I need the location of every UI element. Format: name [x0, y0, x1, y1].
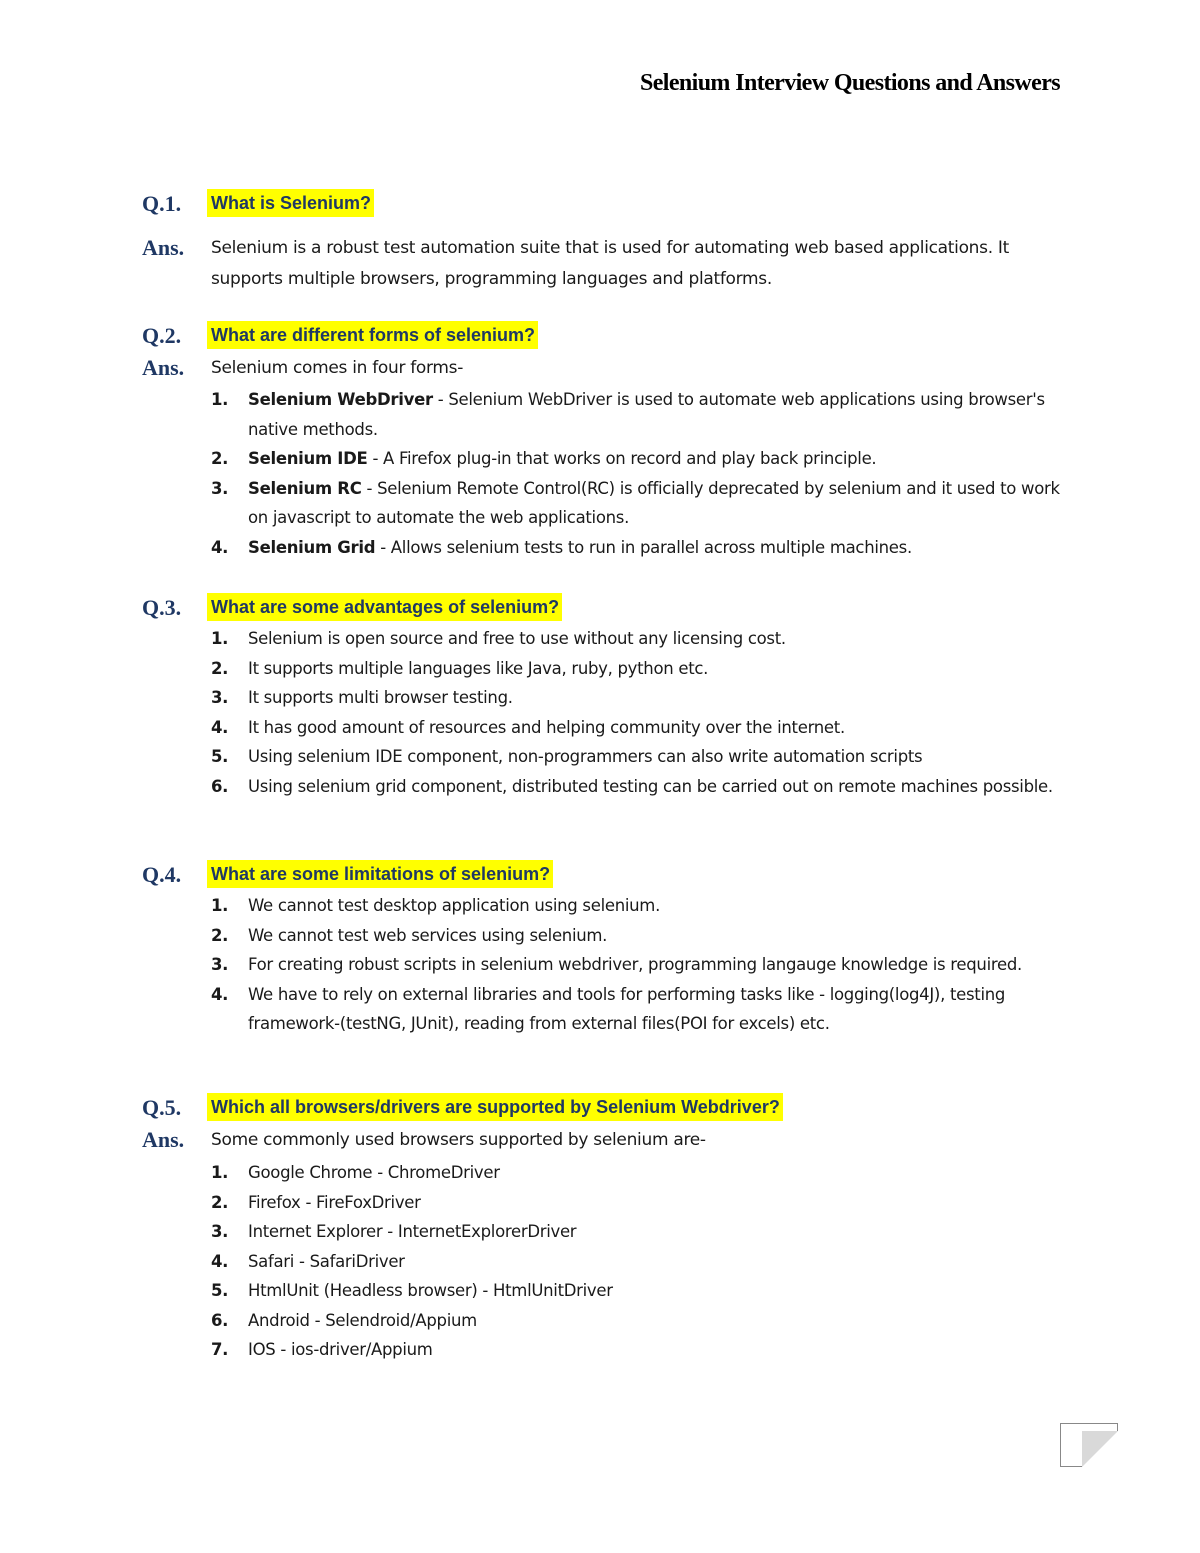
list-number: 3. — [211, 688, 229, 707]
list-item-term: Selenium RC — [248, 478, 362, 498]
list-item-term: Selenium IDE — [248, 449, 368, 468]
page-curl-icon — [1082, 1431, 1118, 1467]
question-number: Q.1. — [142, 191, 182, 216]
list-number: 4. — [211, 717, 229, 737]
answer-label: Ans. — [142, 235, 185, 260]
list-number: 5. — [211, 1281, 229, 1300]
list-item-text: - A Firefox plug-in that works on record and play back principle. — [367, 449, 877, 468]
answer-text: Selenium comes in four forms- — [211, 358, 464, 378]
list-number: 5. — [211, 747, 229, 766]
list-item — [211, 742, 1071, 772]
question-number: Q.2. — [142, 323, 182, 348]
answer-list — [211, 385, 1071, 562]
list-item-text: For creating robust scripts in selenium webdriver, programming langauge knowledge is required. — [248, 955, 1022, 974]
list-item — [211, 474, 1071, 533]
question-number: Q.3. — [142, 595, 182, 620]
list-item-text: It supports multiple languages like Java, ruby, python etc. — [248, 658, 709, 678]
list-number: 2. — [211, 1192, 229, 1212]
answer-list — [211, 891, 1071, 1039]
question-number: Q.4. — [142, 862, 182, 887]
list-number: 3. — [211, 955, 229, 974]
page-number-box — [1060, 1423, 1118, 1467]
list-item — [211, 950, 1071, 980]
list-item-term: Selenium Grid — [248, 537, 376, 557]
list-number: 3. — [211, 478, 229, 498]
list-number: 4. — [211, 984, 229, 1004]
question-text: What are different forms of selenium? — [207, 321, 538, 349]
list-item — [211, 444, 1071, 474]
list-item-text: - Allows selenium tests to run in parallel across multiple machines. — [375, 537, 912, 557]
list-item — [211, 1158, 1071, 1188]
list-item-text: Android - Selendroid/Appium — [248, 1310, 477, 1330]
question-text: What are some advantages of selenium? — [207, 593, 562, 621]
list-item — [211, 980, 1071, 1039]
list-item — [211, 772, 1071, 802]
list-item — [211, 1276, 1071, 1306]
list-number: 4. — [211, 537, 229, 557]
list-item-text: We cannot test desktop application using selenium. — [248, 896, 661, 915]
list-item-text: IOS - ios-driver/Appium — [248, 1340, 433, 1359]
list-item-text: Safari - SafariDriver — [248, 1251, 405, 1271]
answer-label: Ans. — [142, 355, 185, 380]
list-number: 2. — [211, 449, 229, 468]
list-item-text: Internet Explorer - InternetExplorerDriver — [248, 1222, 577, 1241]
question-text: What are some limitations of selenium? — [207, 860, 553, 888]
question-text: Which all browsers/drivers are supported by Selenium Webdriver? — [207, 1093, 783, 1121]
list-number: 2. — [211, 925, 229, 945]
list-number: 1. — [211, 1163, 229, 1182]
list-item-text: HtmlUnit (Headless browser) - HtmlUnitDriver — [248, 1281, 613, 1300]
list-item-text: Selenium is open source and free to use without any licensing cost. — [248, 629, 786, 648]
question-text: What is Selenium? — [207, 189, 374, 217]
list-item-text: It has good amount of resources and helping community over the internet. — [248, 717, 845, 737]
page-header-title: Selenium Interview Questions and Answers — [639, 70, 1060, 96]
list-item-text: It supports multi browser testing. — [248, 688, 513, 707]
list-item-text: Using selenium IDE component, non-programmers can also write automation scripts — [248, 747, 923, 766]
list-number: 6. — [211, 1310, 229, 1330]
list-item — [211, 1217, 1071, 1247]
list-item-text: - Selenium Remote Control(RC) is officially deprecated by selenium and it used to work on javascript to automate the web applications. — [248, 478, 1060, 527]
list-item — [211, 713, 1071, 743]
list-item — [211, 1306, 1071, 1336]
list-item-text: We cannot test web services using selenium. — [248, 925, 608, 945]
question-number: Q.5. — [142, 1095, 182, 1120]
answer-list — [211, 1158, 1071, 1365]
list-item — [211, 624, 1071, 654]
list-item-text: Firefox - FireFoxDriver — [248, 1192, 421, 1212]
list-number: 4. — [211, 1251, 229, 1271]
list-number: 3. — [211, 1222, 229, 1241]
list-item — [211, 1188, 1071, 1218]
list-item-text: We have to rely on external libraries and tools for performing tasks like - logging(log4J), testing framework-(testNG, JUnit), reading from external files(POI for excels) etc. — [248, 984, 1006, 1033]
list-number: 1. — [211, 896, 229, 915]
list-number: 1. — [211, 629, 229, 648]
answer-list — [211, 624, 1071, 801]
answer-label: Ans. — [142, 1127, 185, 1152]
page-number: 1 — [1085, 1434, 1093, 1449]
list-item — [211, 654, 1071, 684]
list-item — [211, 891, 1071, 921]
list-item-text: Google Chrome - ChromeDriver — [248, 1163, 500, 1182]
list-number: 2. — [211, 658, 229, 678]
answer-text: Some commonly used browsers supported by selenium are- — [211, 1130, 706, 1150]
answer-text: Selenium is a robust test automation suite that is used for automating web based applications. It supports multiple browsers, programming languages and platforms. — [211, 238, 1009, 289]
list-item — [211, 1247, 1071, 1277]
list-item-text: Using selenium grid component, distributed testing can be carried out on remote machines possible. — [248, 776, 1053, 796]
list-item — [211, 921, 1071, 951]
list-item — [211, 385, 1071, 444]
list-number: 6. — [211, 776, 229, 796]
list-item-text: - Selenium WebDriver is used to automate web applications using browser's native methods. — [248, 390, 1045, 439]
list-number: 1. — [211, 390, 229, 409]
list-item — [211, 683, 1071, 713]
list-item — [211, 533, 1071, 563]
list-number: 7. — [211, 1340, 229, 1359]
list-item — [211, 1335, 1071, 1365]
list-item-term: Selenium WebDriver — [248, 390, 433, 409]
